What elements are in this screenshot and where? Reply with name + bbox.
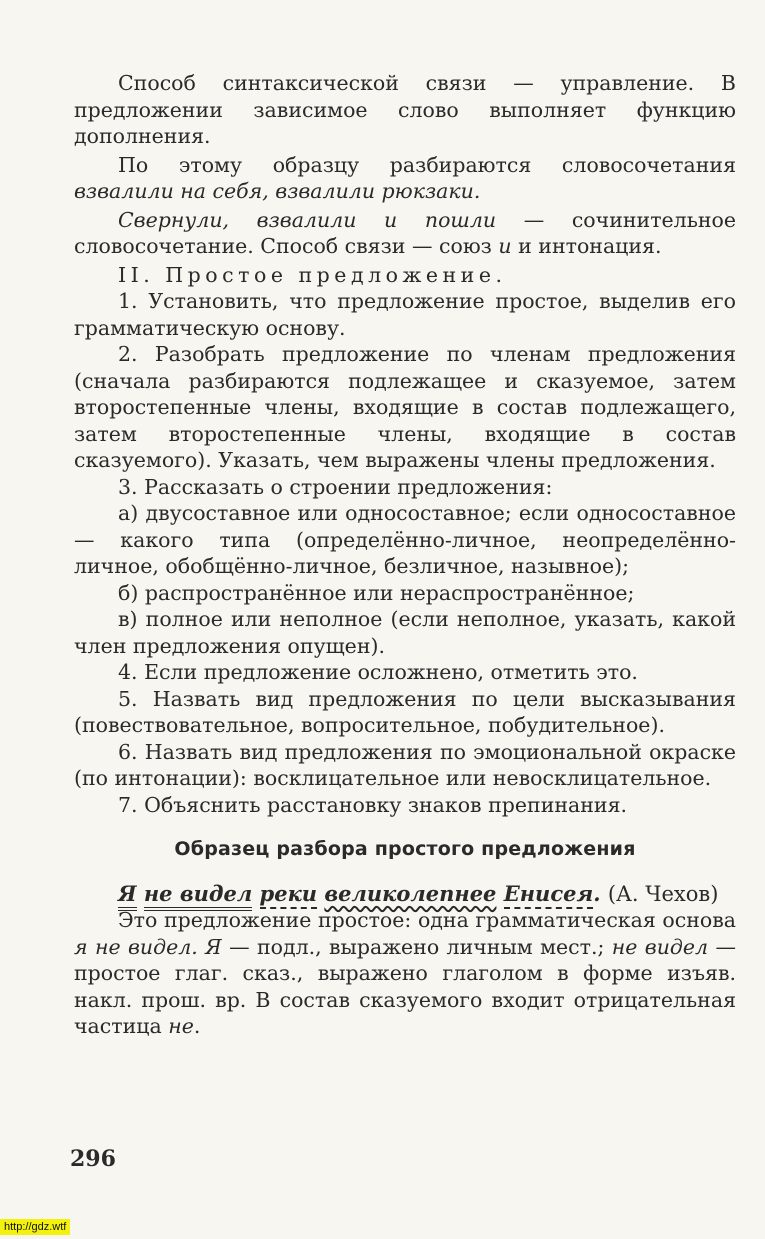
page-number: 296 <box>70 1146 116 1172</box>
example-author: (А. Чехов) <box>607 881 719 906</box>
text-segment: 5. Назвать вид предложения по цели высказывания (повествовательное, вопросительное, побудительное). <box>74 686 736 737</box>
text-segment: 3. Рассказать о строении предложения: <box>118 474 553 499</box>
paragraph <box>74 500 736 580</box>
text-segment: По этому образцу разбираются словосочетания <box>118 152 736 177</box>
spaced-heading-text: II. Простое предложение. <box>118 262 507 287</box>
example-sentence <box>74 881 736 908</box>
paragraph <box>74 739 736 792</box>
text-segment: а) двусоставное или односоставное; если односоставное — какого типа (определённо-личное, неопределённо-личное, обобщённо-личное, безличное, назывное); <box>74 501 736 578</box>
text-segment: 1. Установить, что предложение простое, выделив его грамматическую основу. <box>74 289 736 340</box>
text-segment: . <box>193 1014 201 1038</box>
section-heading: Образец разбора простого предложения <box>174 838 636 860</box>
source-link[interactable]: http://gdz.wtf <box>0 1219 70 1235</box>
text-segment: б) распространённое или нераспространённое; <box>118 580 635 605</box>
text-segment: и интонация. <box>511 234 662 258</box>
paragraph <box>74 70 736 150</box>
paragraph <box>74 288 736 341</box>
example-subject: Я <box>118 881 137 911</box>
paragraph <box>74 792 736 819</box>
text-segment: Способ синтаксической связи — управление. В предложении зависимое слово выполняет функцию дополнения. <box>74 71 736 148</box>
example-period: . <box>593 880 601 906</box>
paragraph <box>74 686 736 739</box>
example-attribute: великолепнее <box>324 880 497 906</box>
italic-text: и <box>498 234 512 258</box>
paragraph <box>74 659 736 686</box>
example-object: реки <box>260 881 318 909</box>
analysis-paragraph <box>74 907 736 1040</box>
text-segment: в) полное или неполное (если неполное, указать, какой член предложения опущен). <box>74 607 736 658</box>
paragraph <box>74 580 736 607</box>
example-complement: Енисея <box>504 881 593 909</box>
instruction-paragraphs <box>74 70 736 818</box>
paragraph <box>74 152 736 205</box>
text-segment: — сочинительное словосочетание. Способ связи — союз <box>74 207 736 258</box>
text-segment: 2. Разобрать предложение по членам предложения (сначала разбираются подлежащее и сказуемое, затем второстепенные члены, входящие в состав подлежащего, затем второстепенные члены, входящие в состав сказуемого). Указать, чем выражены члены предложения. <box>74 342 736 472</box>
paragraph <box>74 207 736 260</box>
text-segment: Это предложение простое: одна грамматическая основа <box>118 908 736 932</box>
paragraph <box>74 341 736 474</box>
paragraph <box>74 606 736 659</box>
paragraph <box>74 262 736 289</box>
italic-text: я не видел. Я <box>74 934 222 959</box>
page-text <box>74 70 736 1040</box>
italic-text: не <box>168 1014 194 1038</box>
text-segment: 7. Объяснить расстановку знаков препинания. <box>118 792 628 817</box>
text-segment: — подл., выражено личным мест.; <box>221 934 612 959</box>
text-segment: 6. Назвать вид предложения по эмоциональной окраске (по интонации): восклицательное или невосклицательное. <box>74 739 736 790</box>
text-segment: 4. Если предложение осложнено, отметить это. <box>118 660 638 684</box>
text-segment: — простое глаг. сказ., выражено глаголом в форме изъяв. накл. прош. вр. В состав сказуемого входит отрицательная частица <box>74 934 736 1038</box>
paragraph <box>74 474 736 501</box>
italic-text: взвалили на себя, взвалили рюкзаки. <box>74 179 481 203</box>
italic-text: не видел <box>611 934 709 959</box>
example-predicate: не видел <box>144 881 252 911</box>
italic-text: Свернули, взвалили и пошли <box>118 207 497 232</box>
